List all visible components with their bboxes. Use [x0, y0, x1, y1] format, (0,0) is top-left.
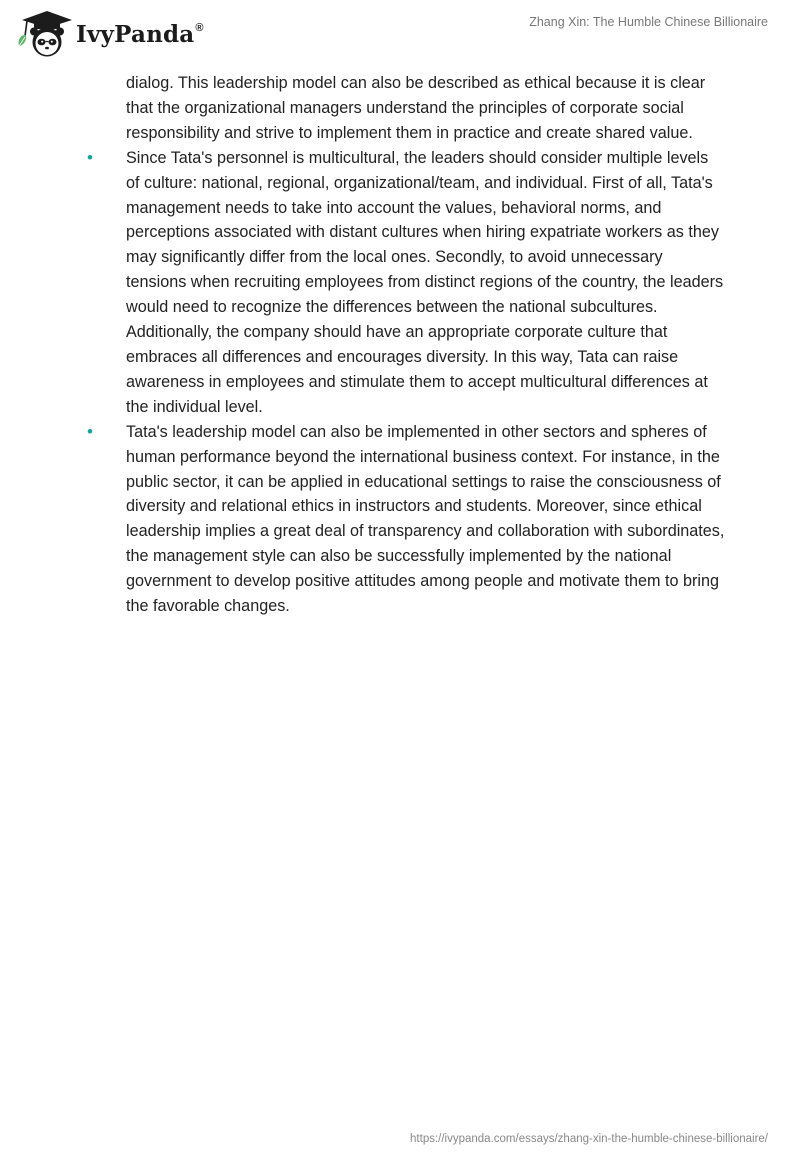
list-item	[0, 146, 726, 420]
running-title: Zhang Xin: The Humble Chinese Billionaire	[529, 15, 768, 29]
list-item-text: Since Tata's personnel is multicultural, the leaders should consider multiple levels of culture: national, regional, organizational/team, and individual. First of all, Tata's management needs to take into account the values, behavioral norms, and perceptions associated with distant cultures when hiring expatriate workers as they may significantly differ from the local ones. Secondly, to avoid unnecessary tensions when recruiting employees from distinct regions of the country, the leaders would need to recognize the differences between the national subcultures. Additionally, the company should have an appropriate corporate culture that embraces all differences and encourages diversity. In this way, Tata can raise awareness in employees and stimulate them to accept multicultural differences at the individual level.	[126, 148, 724, 416]
bullet-icon: •	[87, 421, 93, 441]
logo-wordmark: IvyPanda®	[76, 20, 204, 48]
list-item-text: Tata's leadership model can also be implemented in other sectors and spheres of human performance beyond the international business context. For instance, in the public sector, it can be applied in educational settings to raise the consciousness of diversity and relational ethics in instructors and students. Moreover, since ethical leadership implies a great deal of transparency and collaboration with subordinates, the management style can also be successfully implemented by the national government to develop positive attitudes among people and motivate them to bring the favorable changes.	[126, 422, 725, 616]
page-header	[0, 0, 800, 70]
panda-graduate-icon	[14, 8, 72, 58]
paragraph-text: dialog. This leadership model can also be described as ethical because it is clear that the organizational managers understand the principles of corporate social responsibility and strive to implement them in practice and create shared value.	[126, 74, 706, 142]
ivypanda-logo[interactable]	[14, 8, 204, 58]
source-url-link[interactable]: https://ivypanda.com/essays/zhang-xin-the-humble-chinese-billionaire/	[410, 1133, 768, 1145]
bullet-icon: •	[87, 147, 93, 167]
paragraph-continuation	[0, 71, 726, 146]
essay-body	[0, 71, 800, 619]
list-item	[0, 420, 726, 619]
